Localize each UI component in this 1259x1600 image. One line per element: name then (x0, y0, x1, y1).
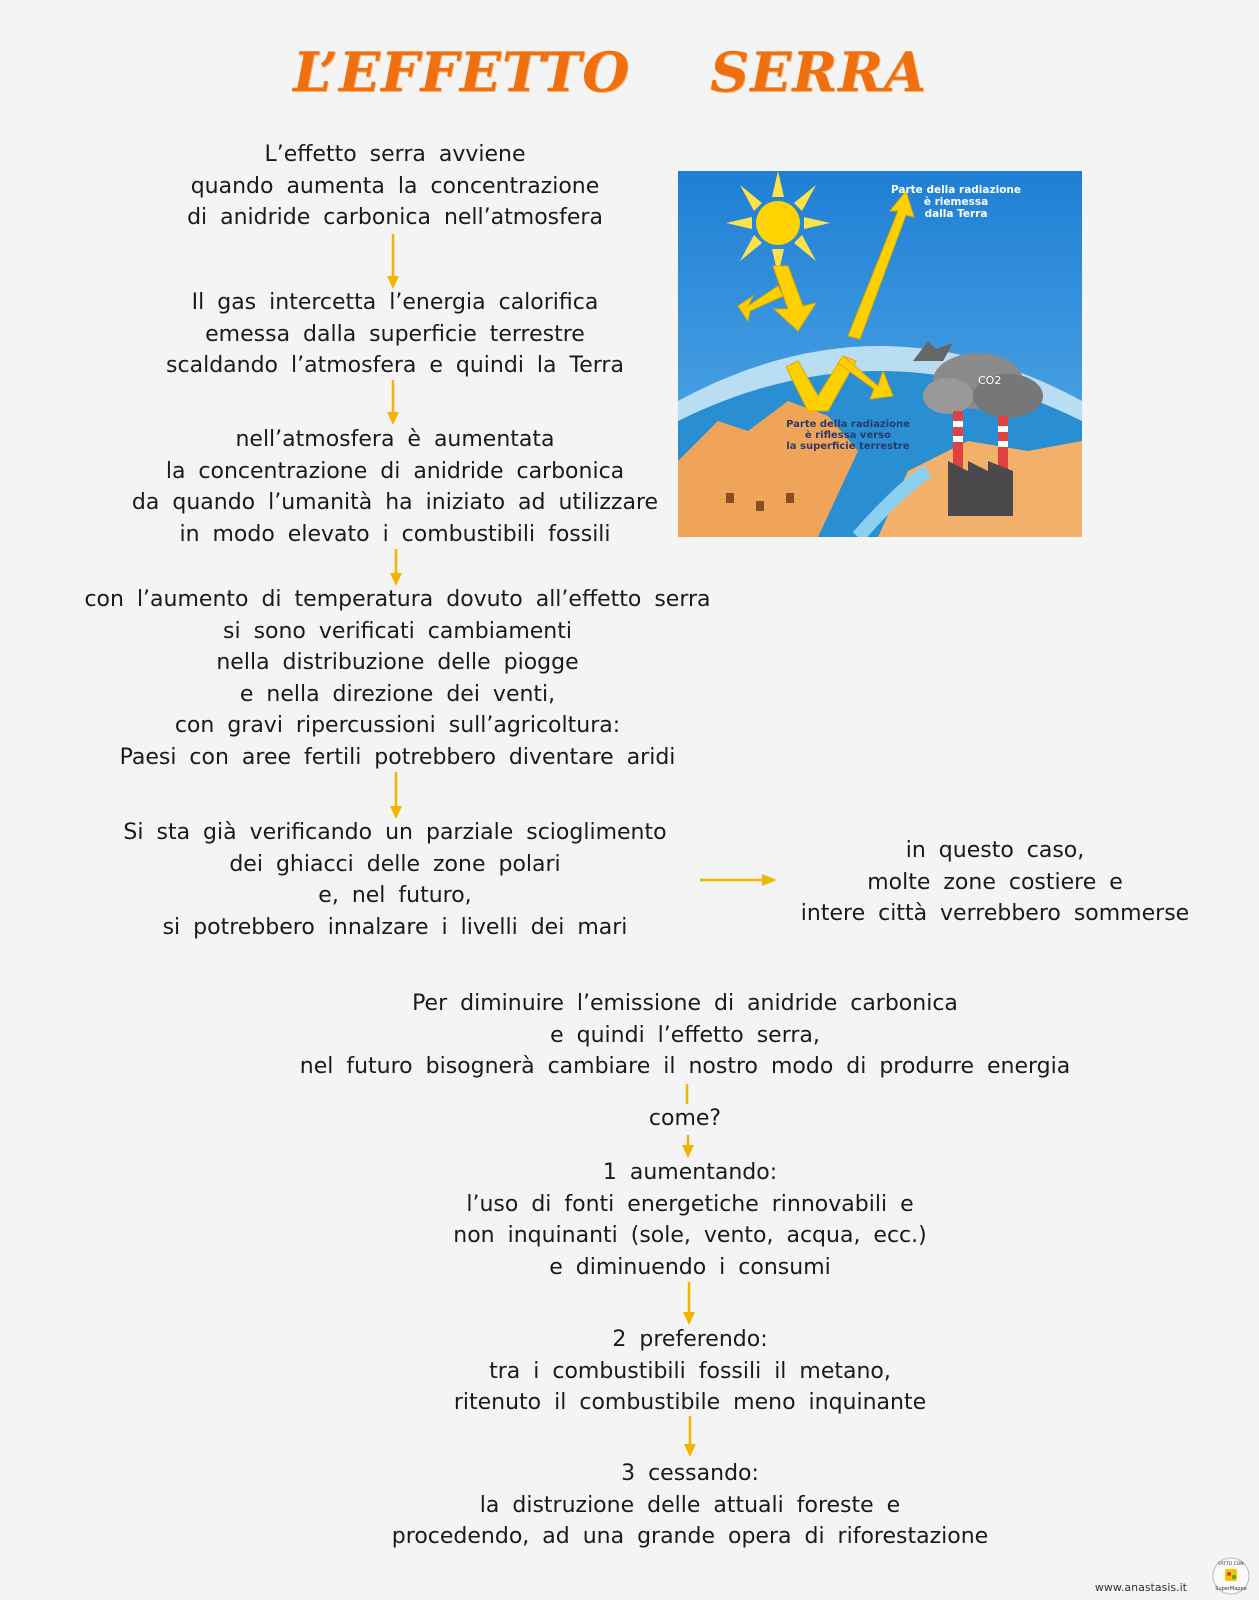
text-line: si potrebbero innalzare i livelli dei mari (162, 914, 628, 940)
text-line: procedendo, ad una grande opera di riforestazione (391, 1524, 989, 1549)
footer-site: www.anastasis.it (1094, 1581, 1187, 1594)
flow-arrow-1 (386, 234, 400, 290)
page-title: L’EFFETTO SERRA (293, 40, 927, 104)
text-line: con gravi ripercussioni sull’agricoltura: (174, 713, 621, 738)
text-line: tra i combustibili fossili il metano, (489, 1358, 891, 1384)
text-line: in questo caso, (905, 838, 1085, 863)
text-line: quando aumenta la concentrazione (190, 173, 600, 199)
text-block-3 (90, 424, 700, 550)
text-line: la concentrazione di anidride carbonica (165, 458, 625, 484)
text-line: con l’aumento di temperatura dovuto all’effetto serra (84, 587, 711, 612)
text-block-10 (390, 1324, 990, 1419)
text-line: intere città verrebbero sommerse (800, 901, 1190, 926)
text-line: di anidride carbonica nell’atmosfera (187, 205, 603, 230)
text-line: da quando l’umanità ha iniziato ad utilizzare (131, 490, 659, 515)
flow-arrow-6 (681, 1135, 695, 1159)
text-line: Il gas intercetta l’energia calorifica (191, 290, 599, 315)
text-block-6 (770, 835, 1220, 930)
text-block-11 (340, 1458, 1040, 1553)
label-bottom-2: è riflessa verso (804, 430, 892, 441)
logo-text-2: SuperMappe (1215, 1586, 1247, 1592)
text-line: e nella direzione dei venti, (239, 681, 556, 707)
text-line: la distruzione delle attuali foreste e (479, 1492, 901, 1518)
text-line: 3 cessando: (621, 1461, 759, 1486)
text-block-4 (40, 584, 755, 773)
text-line: e, nel futuro, (318, 883, 472, 908)
text-line: in modo elevato i combustibili fossili (179, 521, 611, 547)
text-block-1 (100, 139, 690, 234)
text-line: 1 aumentando: (602, 1160, 778, 1185)
text-block-8 (585, 1103, 785, 1135)
flow-arrow-8 (683, 1416, 697, 1458)
text-line: come? (648, 1106, 722, 1131)
flow-arrow-4 (389, 772, 403, 820)
text-block-9 (390, 1157, 990, 1283)
text-line: e diminuendo i consumi (549, 1254, 831, 1280)
label-bottom-1: Parte della radiazione (786, 419, 910, 430)
label-top-3: dalla Terra (924, 208, 988, 220)
text-line: e quindi l’effetto serra, (550, 1022, 820, 1048)
text-block-7 (250, 988, 1120, 1083)
text-line: Si sta già verificando un parziale scioglimento (123, 820, 667, 845)
text-line: 2 preferendo: (612, 1327, 768, 1352)
text-block-5 (70, 817, 720, 943)
text-line: nell’atmosfera è aumentata (235, 427, 555, 452)
text-line: L’effetto serra avviene (264, 142, 526, 167)
logo-text-1: FATTO CON (1218, 1562, 1244, 1567)
flow-arrow-right (700, 873, 778, 887)
text-line: non inquinanti (sole, vento, acqua, ecc.) (453, 1223, 927, 1248)
text-line: nella distribuzione delle piogge (216, 650, 579, 675)
text-line: dei ghiacci delle zone polari (229, 851, 561, 877)
label-top-1: Parte della radiazione (890, 184, 1022, 196)
co2-label: CO2 (978, 374, 1002, 387)
text-line: nel futuro bisognerà cambiare il nostro modo di produrre energia (299, 1054, 1071, 1079)
text-line: Paesi con aree fertili potrebbero diventare aridi (119, 744, 676, 770)
supermappe-logo (1211, 1556, 1251, 1596)
label-bottom-3: la superficie terrestre (786, 441, 910, 452)
flow-arrow-7 (682, 1282, 696, 1326)
text-line: Per diminuire l’emissione di anidride carbonica (412, 991, 958, 1016)
greenhouse-illustration (678, 171, 1082, 537)
text-line: ritenuto il combustibile meno inquinante (453, 1390, 927, 1415)
text-line: emessa dalla superficie terrestre (205, 321, 585, 347)
sun-icon (726, 171, 830, 275)
label-top-2: è riemessa (923, 196, 989, 208)
text-line: molte zone costiere e (867, 869, 1123, 895)
text-line: si sono verificati cambiamenti (223, 618, 572, 644)
flow-arrow-5 (680, 1084, 694, 1104)
flow-arrow-2 (386, 380, 400, 426)
flow-arrow-3 (389, 549, 403, 587)
text-block-2 (100, 287, 690, 382)
text-line: scaldando l’atmosfera e quindi la Terra (166, 353, 624, 378)
text-line: l’uso di fonti energetiche rinnovabili e (466, 1191, 914, 1217)
